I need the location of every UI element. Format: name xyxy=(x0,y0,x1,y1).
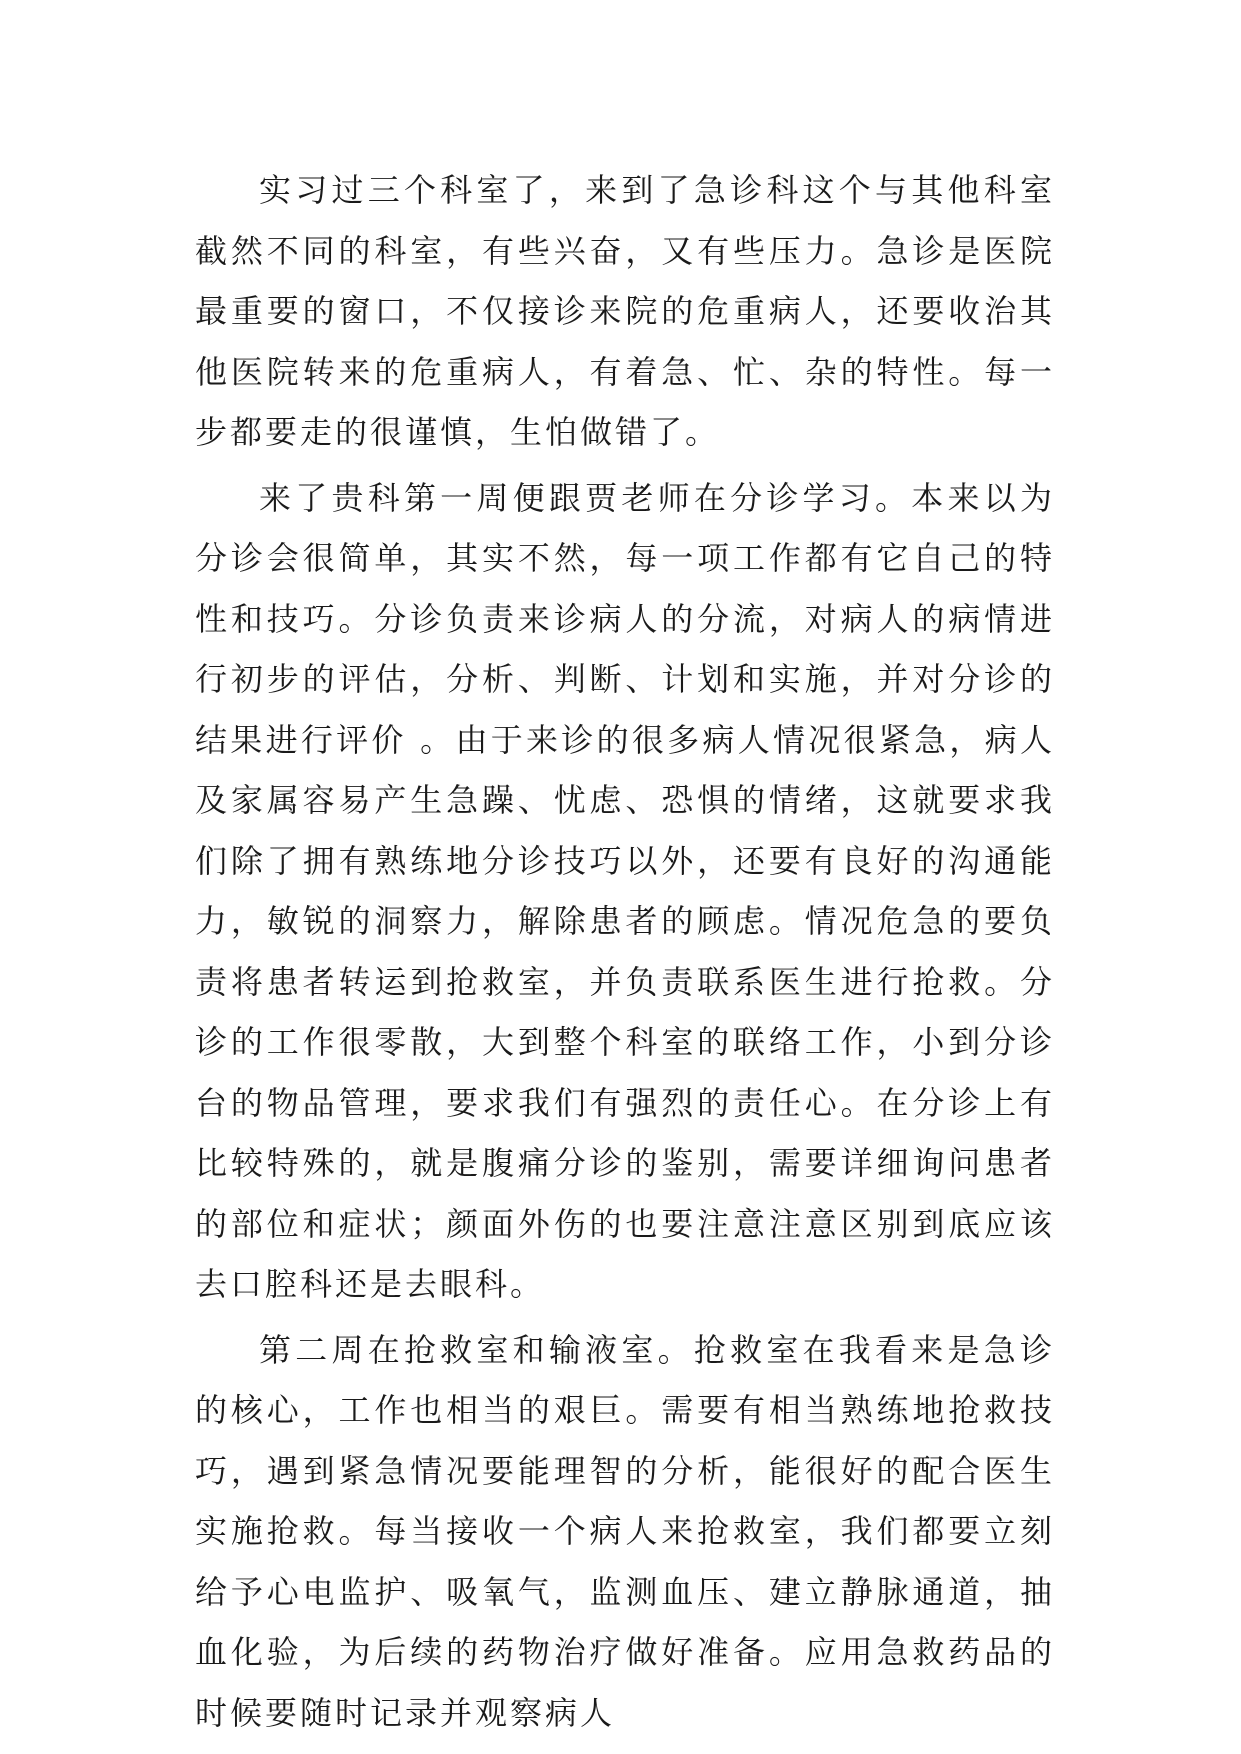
paragraph-3: 第二周在抢救室和输液室。抢救室在我看来是急诊的核心，工作也相当的艰巨。需要有相当熟练地抢救技巧，遇到紧急情况要能理智的分析，能很好的配合医生实施抢救。每当接收一个病人来抢救室，我们都要立刻给予心电监护、吸氧气，监测血压、建立静脉通道，抽血化验，为后续的药物治疗做好准备。应用急救药品的时候要随时记录并观察病人 xyxy=(195,1330,1055,1732)
paragraph-1: 实习过三个科室了，来到了急诊科这个与其他科室截然不同的科室，有些兴奋，又有些压力。急诊是医院最重要的窗口，不仅接诊来院的危重病人，还要收治其他医院转来的危重病人，有着急、忙、杂的特性。每一步都要走的很谨慎，生怕做错了。 xyxy=(195,171,1055,451)
body-text xyxy=(195,160,1055,1743)
paragraph-2: 来了贵科第一周便跟贾老师在分诊学习。本来以为分诊会很简单，其实不然，每一项工作都有它自己的特性和技巧。分诊负责来诊病人的分流，对病人的病情进行初步的评估，分析、判断、计划和实施，并对分诊的结果进行评价 。由于来诊的很多病人情况很紧急，病人及家属容易产生急躁、忧虑、恐惧的情绪，这就要求我们除了拥有熟练地分诊技巧以外，还要有良好的沟通能力，敏锐的洞察力，解除患者的顾虑。情况危急的要负责将患者转运到抢救室，并负责联系医生进行抢救。分诊的工作很零散，大到整个科室的联络工作，小到分诊台的物品管理，要求我们有强烈的责任心。在分诊上有比较特殊的，就是腹痛分诊的鉴别，需要详细询问患者的部位和症状；颜面外伤的也要注意注意区别到底应该去口腔科还是去眼科。 xyxy=(195,478,1055,1303)
